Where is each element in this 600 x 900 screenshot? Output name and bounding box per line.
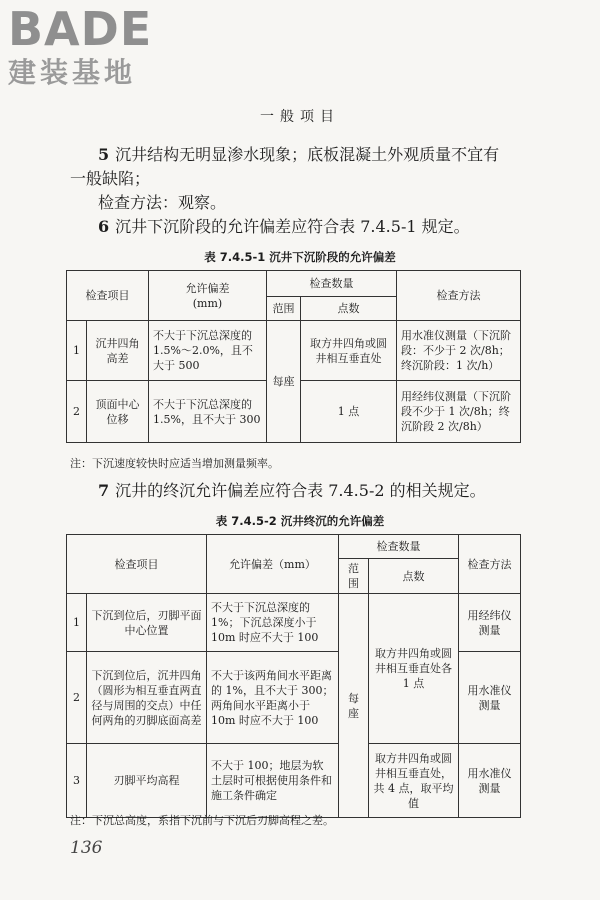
t1-header-scope: 范围 xyxy=(267,297,301,321)
logo-brand: BADE xyxy=(8,2,153,56)
t1-row2-points: 1 点 xyxy=(301,381,397,443)
t1-scope: 每座 xyxy=(267,321,301,443)
t1-header-method: 检查方法 xyxy=(397,271,521,321)
table2-caption: 表 7.4.5-2 沉井终沉的允许偏差 xyxy=(215,514,385,528)
t2-row3-method: 用水准仪测量 xyxy=(459,744,521,818)
t2-row2-tolerance: 不大于该两角间水平距离的 1%，且不大于 300；两角间水平距离小于 10m 时应不大于 100 xyxy=(207,652,339,744)
t1-header-points: 点数 xyxy=(301,297,397,321)
bade-logo xyxy=(8,2,153,90)
table2-note: 注：下沉总高度，系指下沉前与下沉后刃脚高程之差。 xyxy=(70,814,334,827)
t1-header-item: 检查项目 xyxy=(67,271,149,321)
t2-row1-item: 下沉到位后，刃脚平面中心位置 xyxy=(87,594,207,652)
item7-paragraph xyxy=(98,479,538,503)
t1-header-tolerance-label: 允许偏差 xyxy=(185,281,230,295)
t2-header-scope: 范围 xyxy=(339,559,369,594)
table-row xyxy=(67,321,521,381)
t1-header-tolerance xyxy=(149,271,267,321)
t2-row1-tolerance: 不大于下沉总深度的 1%；下沉总深度小于 10m 时应不大于 100 xyxy=(207,594,339,652)
t2-row3-points: 取方井四角或圆井相互垂直处，共 4 点，取平均值 xyxy=(369,744,459,818)
t2-row2-no: 2 xyxy=(67,652,87,744)
t2-row3-tolerance: 不大于 100；地层为软土层时可根据使用条件和施工条件确定 xyxy=(207,744,339,818)
t2-row3-item: 刃脚平均高程 xyxy=(87,744,207,818)
table1-note: 注：下沉速度较快时应适当增加测量频率。 xyxy=(70,457,279,470)
t2-header-points: 点数 xyxy=(369,559,459,594)
t1-row2-item: 顶面中心位移 xyxy=(87,381,149,443)
t1-row1-points: 取方井四角或圆井相互垂直处 xyxy=(301,321,397,381)
t1-row1-item: 沉井四角高差 xyxy=(87,321,149,381)
item6-paragraph xyxy=(98,215,538,239)
t2-scope: 每座 xyxy=(339,594,369,818)
item5-line1 xyxy=(98,143,538,167)
t1-row2-tolerance: 不大于下沉总深度的 1.5%，且不大于 300 xyxy=(149,381,267,443)
t2-points-rows-1-2: 取方井四角或圆井相互垂直处各 1 点 xyxy=(369,594,459,744)
t2-header-quantity: 检查数量 xyxy=(339,535,459,559)
t1-header-tolerance-unit: (mm) xyxy=(192,296,223,310)
item7-text: 沉井的终沉允许偏差应符合表 7.4.5-2 的相关规定。 xyxy=(115,481,486,500)
t1-row2-no: 2 xyxy=(67,381,87,443)
t1-row1-method: 用水准仪测量（下沉阶段：不少于 2 次/8h；终沉阶段：1 次/h） xyxy=(397,321,521,381)
item7-number: 7 xyxy=(98,481,110,500)
t2-row1-no: 1 xyxy=(67,594,87,652)
item5-line2: 一般缺陷； xyxy=(70,169,151,188)
table1 xyxy=(66,270,521,443)
t1-header-quantity: 检查数量 xyxy=(267,271,397,297)
t2-header-method: 检查方法 xyxy=(459,535,521,594)
t2-row3-no: 3 xyxy=(67,744,87,818)
table2 xyxy=(66,534,521,818)
t2-header-tolerance: 允许偏差（mm） xyxy=(207,535,339,594)
item5-number: 5 xyxy=(98,145,110,164)
logo-subtitle: 建装基地 xyxy=(8,56,137,89)
t1-row1-tolerance: 不大于下沉总深度的 1.5%～2.0%，且不大于 500 xyxy=(149,321,267,381)
page-number: 136 xyxy=(70,838,103,858)
item6-number: 6 xyxy=(98,217,110,236)
table-row xyxy=(67,594,521,652)
section-title: 一般项目 xyxy=(260,109,340,125)
table-row xyxy=(67,744,521,818)
item5-check: 检查方法：观察。 xyxy=(98,193,227,212)
t1-row2-method: 用经纬仪测量（下沉阶段不少于 1 次/8h；终沉阶段 2 次/8h） xyxy=(397,381,521,443)
t1-row1-no: 1 xyxy=(67,321,87,381)
t2-header-item: 检查项目 xyxy=(67,535,207,594)
t2-row1-method: 用经纬仪测量 xyxy=(459,594,521,652)
item5-text: 沉井结构无明显渗水现象；底板混凝土外观质量不宜有 xyxy=(115,145,500,164)
table1-caption: 表 7.4.5-1 沉井下沉阶段的允许偏差 xyxy=(204,250,396,264)
t2-row2-item: 下沉到位后，沉井四角（圆形为相互垂直两直径与周围的交点）中任何两角的刃脚底面高差 xyxy=(87,652,207,744)
item6-text: 沉井下沉阶段的允许偏差应符合表 7.4.5-1 规定。 xyxy=(115,217,470,236)
t2-row2-method: 用水准仪测量 xyxy=(459,652,521,744)
